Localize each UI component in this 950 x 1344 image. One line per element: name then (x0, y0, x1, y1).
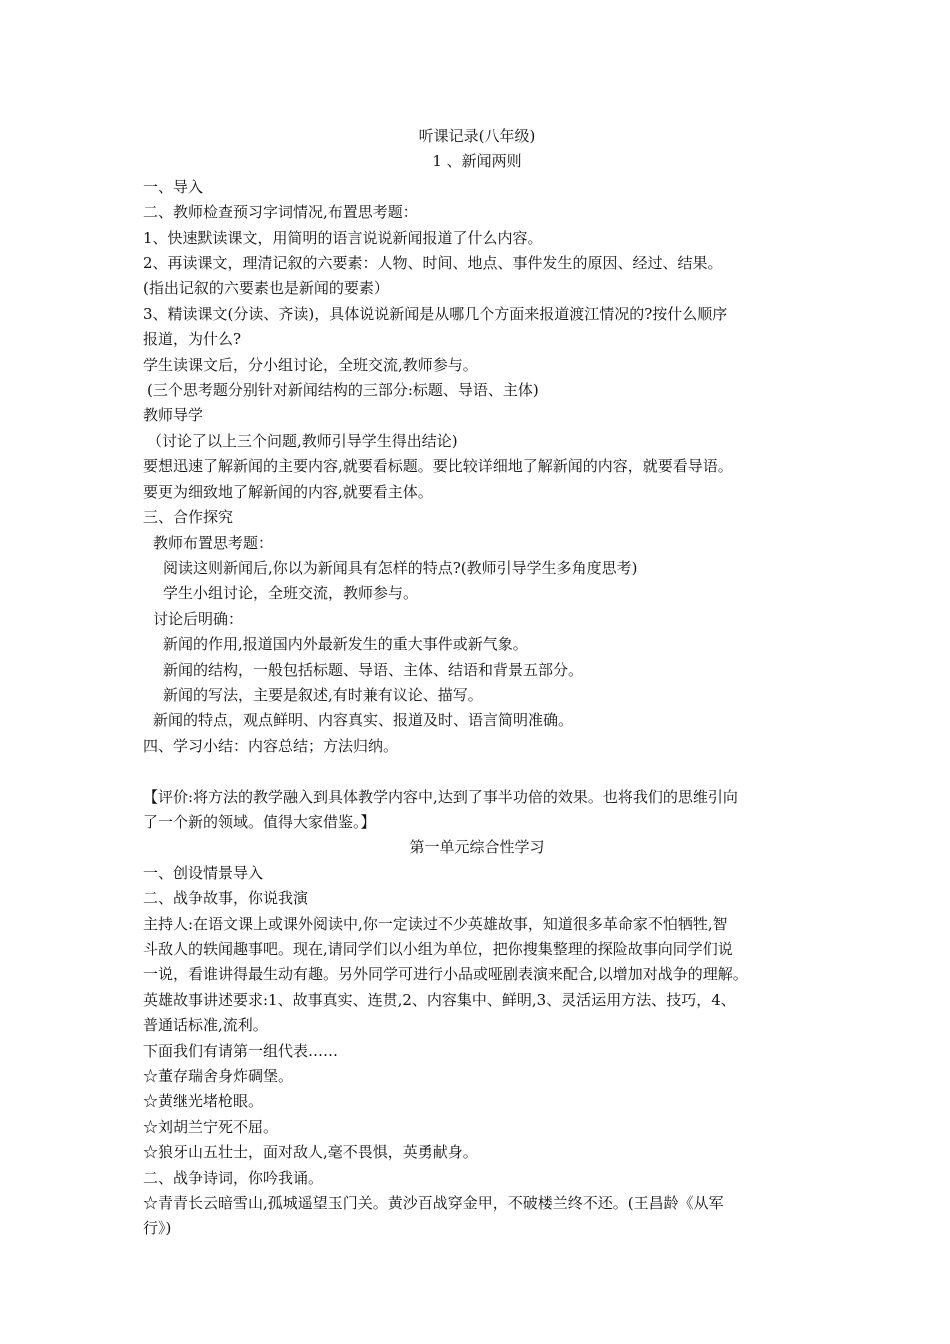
text-line: 二、战争诗词，你吟我诵。 (143, 1168, 324, 1187)
blank-line (143, 759, 811, 784)
text-line: 一说，看谁讲得最生动有趣。另外同学可进行小品或哑剧表演来配合,以增加对战争的理解。 (143, 965, 748, 984)
text-line: 报道，为什么? (143, 330, 242, 349)
list-item: ☆狼牙山五壮士，面对敌人,毫不畏惧，英勇献身。 (143, 1143, 478, 1162)
text-line: 行》) (143, 1219, 172, 1238)
section-title: 第一单元综合性学习 (409, 838, 545, 857)
text-line: 教师导学 (143, 406, 204, 425)
doc-title: 听课记录(八年级) (418, 127, 536, 145)
text-line: 主持人:在语文课上或课外阅读中,你一定读过不少英雄故事，知道很多革命家不怕牺牲,智 (143, 914, 728, 933)
text-line: 四、学习小结：内容总结；方法归纳。 (143, 736, 399, 755)
text-line: 2、再读课文，理清记叙的六要素：人物、时间、地点、事件发生的原因、经过、结果。 (143, 254, 723, 273)
text-line: 新闻的作用,报道国内外最新发生的重大事件或新气象。 (163, 635, 528, 654)
text-line: 学生小组讨论，全班交流，教师参与。 (163, 584, 419, 603)
text-line: 英雄故事讲述要求:1、故事真实、连贯,2、内容集中、鲜明,3、灵活运用方法、技巧，4、 (143, 990, 736, 1009)
text-line: 三、合作探究 (143, 508, 234, 527)
evaluation-line: 【评价:将方法的教学融入到具体教学内容中,达到了事半功倍的效果。也将我们的思维引向 (143, 787, 738, 806)
text-line: 一、创设情景导入 (143, 863, 264, 882)
text-line: 斗敌人的轶闻趣事吧。现在,请同学们以小组为单位，把你搜集整理的探险故事向同学们说 (143, 939, 733, 958)
text-line: 新闻的特点，观点鲜明、内容真实、报道及时、语言简明准确。 (153, 711, 574, 730)
text-line: 3、精读课文(分读、齐读)，具体说说新闻是从哪几个方面来报道渡江情况的?按什么顺序 (143, 304, 728, 323)
text-line: 阅读这则新闻后,你以为新闻具有怎样的特点?(教师引导学生多角度思考) (163, 558, 638, 577)
text-line: 二、教师检查预习字词情况,布置思考题： (143, 203, 418, 222)
text-line: 教师布置思考题： (153, 533, 274, 552)
text-line: 要想迅速了解新闻的主要内容,就要看标题。要比较详细地了解新闻的内容，就要看导语。 (143, 457, 733, 476)
text-line: 新闻的结构，一般包括标题、导语、主体、结语和背景五部分。 (163, 660, 584, 679)
text-line: (指出记叙的六要素也是新闻的要素） (143, 279, 389, 298)
text-line: 要更为细致地了解新闻的内容,就要看主体。 (143, 482, 433, 501)
text-line: （讨论了以上三个问题,教师引导学生得出结论) (147, 431, 458, 450)
text-line: 讨论后明确： (153, 609, 244, 628)
text-line: 二、战争故事，你说我演 (143, 889, 309, 908)
text-line: 普通话标准,流利。 (143, 1016, 268, 1035)
text-line: 下面我们有请第一组代表…… (143, 1041, 339, 1060)
text-line: 学生读课文后，分小组讨论，全班交流,教师参与。 (143, 355, 478, 374)
text-line: 新闻的写法，主要是叙述,有时兼有议论、描写。 (163, 685, 483, 704)
list-item: ☆刘胡兰宁死不屈。 (143, 1117, 279, 1136)
list-item: ☆黄继光堵枪眼。 (143, 1092, 264, 1111)
list-item: ☆青青长云暗雪山,孤城遥望玉门关。黄沙百战穿金甲，不破楼兰终不还。(王昌龄《从军 (143, 1194, 724, 1213)
document-page (143, 124, 811, 1242)
doc-subtitle: 1 、新闻两则 (432, 152, 522, 171)
text-line: 1、快速默读课文，用简明的语言说说新闻报道了什么内容。 (143, 228, 543, 247)
text-line: 一、导入 (143, 177, 204, 196)
text-line: (三个思考题分别针对新闻结构的三部分:标题、导语、主体) (147, 381, 539, 400)
evaluation-line: 了一个新的领域。值得大家借鉴。】 (143, 812, 376, 831)
list-item: ☆董存瑞舍身炸碉堡。 (143, 1067, 294, 1086)
